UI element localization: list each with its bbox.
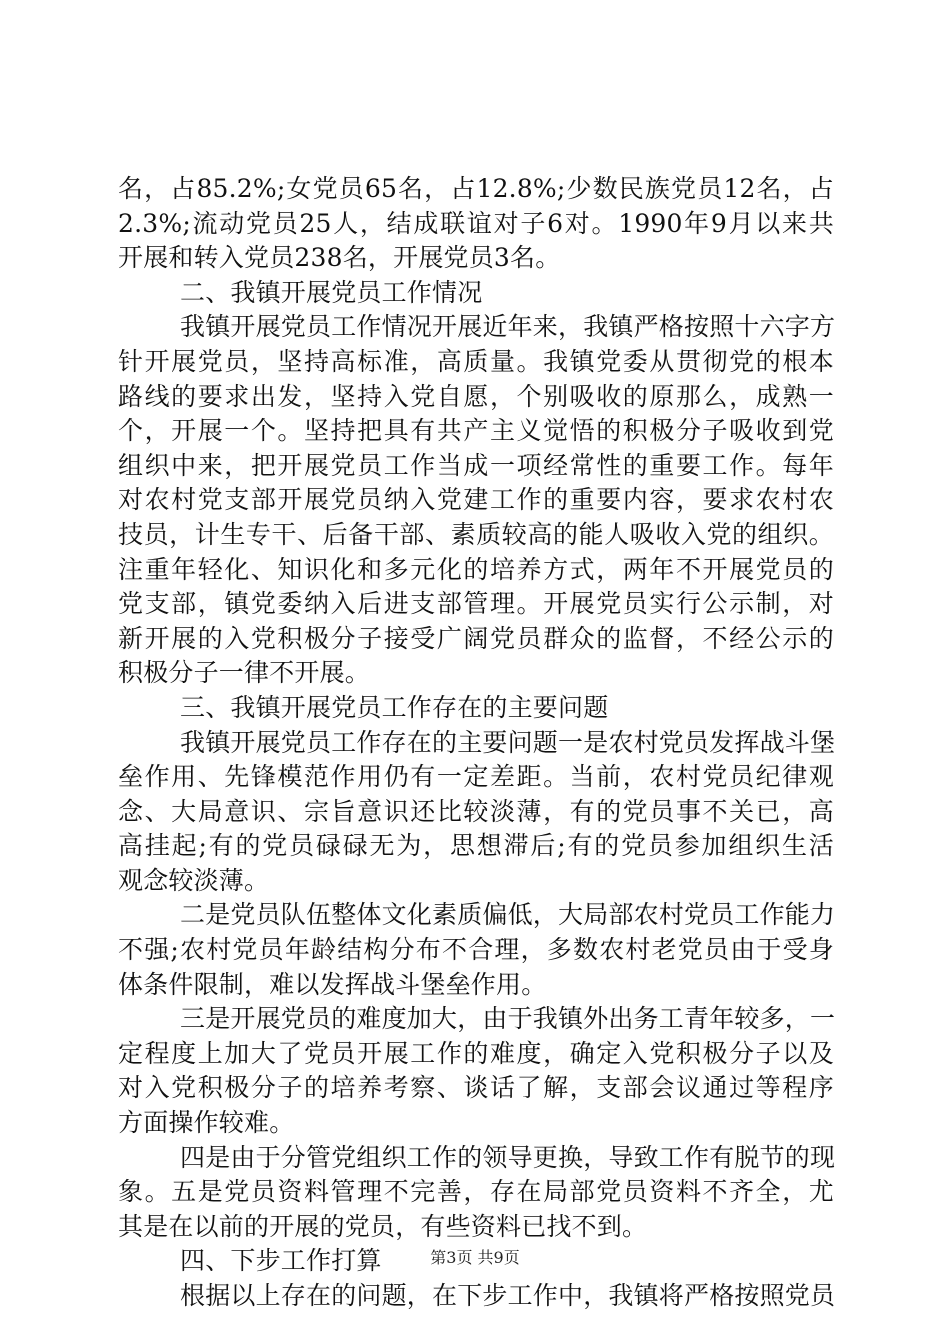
document-body — [118, 172, 834, 1314]
text-line: 高挂起;有的党员碌碌无为，思想滞后;有的党员参加组织生活 — [118, 831, 834, 861]
text-line: 垒作用、先锋模范作用仍有一定差距。当前，农村党员纪律观 — [118, 762, 834, 792]
text-line: 党支部，镇党委纳入后进支部管理。开展党员实行公示制，对 — [118, 589, 834, 619]
text-line: 我镇开展党员工作存在的主要问题一是农村党员发挥战斗堡 — [180, 727, 836, 757]
text-line: 四、下步工作打算 — [180, 1246, 382, 1276]
text-line: 积极分子一律不开展。 — [118, 658, 371, 688]
text-line: 定程度上加大了党员开展工作的难度，确定入党积极分子以及 — [118, 1038, 834, 1068]
text-line: 其是在以前的开展的党员，有些资料已找不到。 — [118, 1211, 648, 1241]
text-line: 观念较淡薄。 — [118, 865, 270, 895]
text-line: 技员，计生专干、后备干部、素质较高的能人吸收入党的组织。 — [118, 519, 834, 549]
text-line: 体条件限制，难以发挥战斗堡垒作用。 — [118, 969, 547, 999]
text-line: 名，占85.2%;女党员65名，占12.8%;少数民族党员12名，占 — [118, 174, 834, 203]
text-line: 个，开展一个。坚持把具有共产主义觉悟的积极分子吸收到党 — [118, 416, 834, 446]
text-line: 组织中来，把开展党员工作当成一项经常性的重要工作。每年 — [118, 450, 834, 480]
text-line: 路线的要求出发，坚持入党自愿，个别吸收的原那么，成熟一 — [118, 381, 834, 411]
text-line: 方面操作较难。 — [118, 1108, 295, 1138]
text-line: 注重年轻化、知识化和多元化的培养方式，两年不开展党员的 — [118, 554, 834, 584]
text-line: 针开展党员，坚持高标准，高质量。我镇党委从贯彻党的根本 — [118, 346, 834, 376]
page-footer: 第3页 共9页 — [430, 1248, 520, 1267]
text-line: 2.3%;流动党员25人，结成联谊对子6对。1990年9月以来共 — [118, 208, 834, 238]
text-line: 根据以上存在的问题，在下步工作中，我镇将严格按照党员 — [180, 1281, 836, 1310]
text-line: 念、大局意识、宗旨意识还比较淡薄，有的党员事不关已，高 — [118, 796, 834, 826]
text-line: 开展和转入党员238名，开展党员3名。 — [118, 243, 561, 273]
text-line: 新开展的入党积极分子接受广阔党员群众的监督，不经公示的 — [118, 623, 834, 653]
text-line: 二、我镇开展党员工作情况 — [180, 277, 483, 307]
text-line: 三是开展党员的难度加大，由于我镇外出务工青年较多，一 — [180, 1004, 836, 1034]
text-line: 三、我镇开展党员工作存在的主要问题 — [180, 692, 609, 722]
text-line: 我镇开展党员工作情况开展近年来，我镇严格按照十六字方 — [180, 312, 836, 342]
text-line: 不强;农村党员年龄结构分布不合理，多数农村老党员由于受身 — [118, 935, 834, 965]
text-line: 对农村党支部开展党员纳入党建工作的重要内容，要求农村农 — [118, 485, 834, 515]
text-line: 对入党积极分子的培养考察、谈话了解，支部会议通过等程序 — [118, 1073, 834, 1103]
text-line: 四是由于分管党组织工作的领导更换，导致工作有脱节的现 — [180, 1142, 836, 1172]
text-line: 象。五是党员资料管理不完善，存在局部党员资料不齐全，尤 — [118, 1177, 834, 1207]
text-line: 二是党员队伍整体文化素质偏低，大局部农村党员工作能力 — [180, 900, 836, 930]
